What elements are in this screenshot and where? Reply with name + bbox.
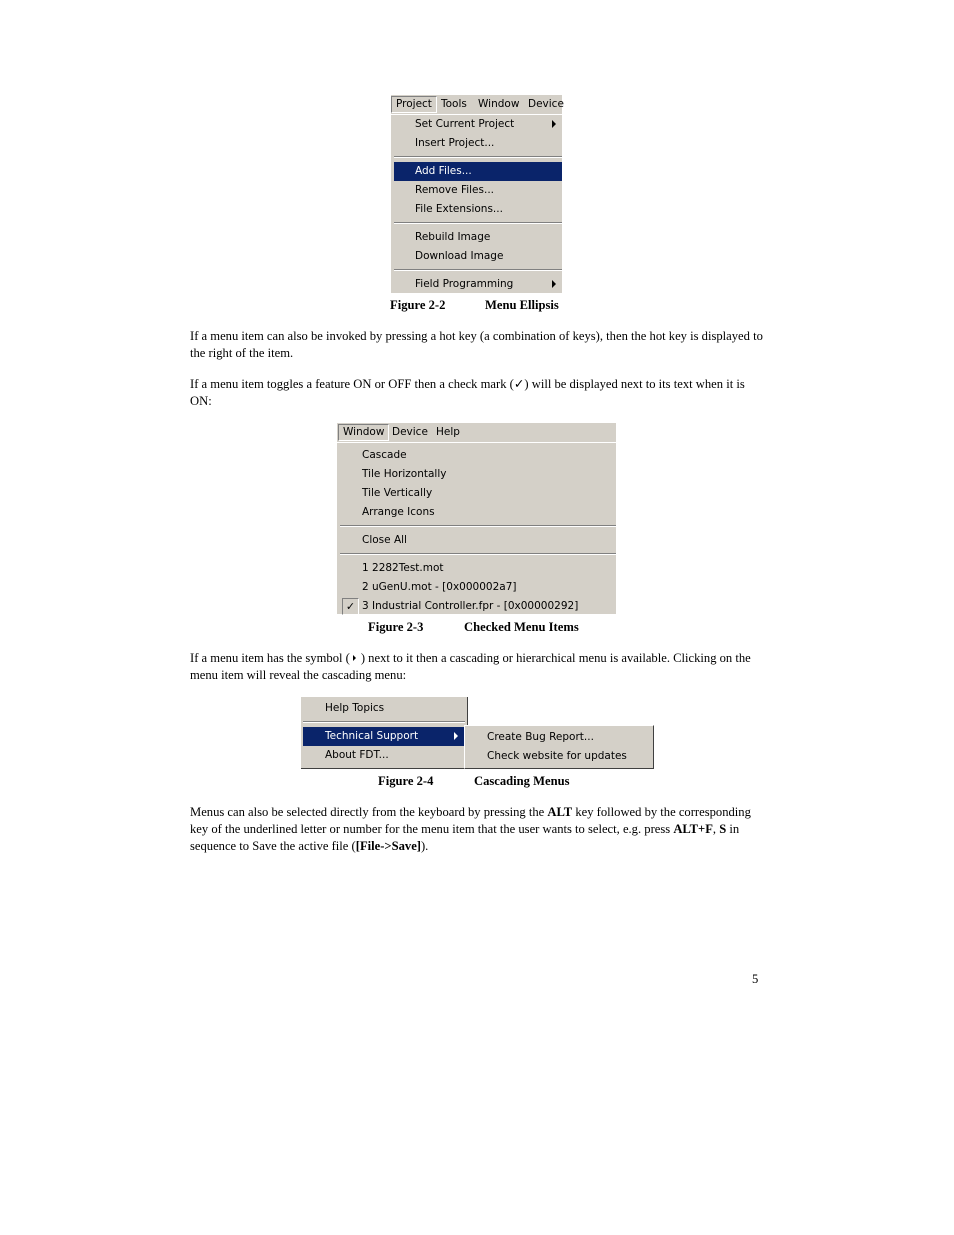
cascading-submenu xyxy=(464,725,654,769)
figure-menu-ellipsis xyxy=(391,95,562,293)
menubar-window[interactable]: Window xyxy=(338,424,389,441)
menu-item-arrange-icons[interactable] xyxy=(340,503,616,522)
menu-item-label: Create Bug Report... xyxy=(487,731,594,743)
paragraph-text: ). xyxy=(420,839,429,853)
menu-item-create-bug-report[interactable] xyxy=(467,728,651,747)
check-mark-icon: ✓ xyxy=(342,598,359,615)
menu-item-rebuild-image[interactable] xyxy=(394,228,562,247)
menu-item-tile-vertically[interactable] xyxy=(340,484,616,503)
paragraph-check-mark: If a menu item toggles a feature ON or OFF then a check mark (✓) will be displayed next to its text when it is ON: xyxy=(190,377,745,408)
menubar xyxy=(337,423,616,443)
menu-item-about-fdt[interactable] xyxy=(303,746,465,765)
menu-item-recent-file-1[interactable] xyxy=(340,559,616,578)
menu-item-label: Check website for updates xyxy=(487,750,627,762)
menubar-device[interactable]: Device xyxy=(528,98,564,110)
menu-item-label: 1 2282Test.mot xyxy=(362,562,444,574)
submenu-arrow-icon xyxy=(552,280,556,288)
paragraph-text: ) next to it then a cascading or hierarchical menu is available. Clicking on the menu item will reveal the cascading menu: xyxy=(190,651,751,682)
paragraph-hotkey: If a menu item can also be invoked by pressing a hot key (a combination of keys), then the hot key is displayed to the right of the item. xyxy=(190,329,763,360)
paragraph-cascading xyxy=(190,650,768,684)
figure-checked-menu xyxy=(337,423,616,614)
menu-item-add-files[interactable] xyxy=(394,162,562,181)
menu-item-label: Tile Horizontally xyxy=(362,468,447,480)
menu-item-label: Close All xyxy=(362,534,407,546)
menu-item-label: About FDT... xyxy=(325,749,389,761)
key-combo: ALT+F xyxy=(673,822,713,836)
menu-separator xyxy=(394,269,562,271)
menu-item-label: Add Files... xyxy=(415,165,472,177)
menubar-project[interactable]: Project xyxy=(391,96,437,113)
menu-item-file-extensions[interactable] xyxy=(394,200,562,219)
menu-separator xyxy=(340,553,616,555)
menu-item-set-current-project[interactable] xyxy=(394,115,562,134)
paragraph-text: , xyxy=(712,822,720,836)
menu-item-label: Set Current Project xyxy=(415,118,515,130)
menu-item-label: 3 Industrial Controller.fpr - [0x00000292] xyxy=(362,600,579,612)
menu-item-download-image[interactable] xyxy=(394,247,562,266)
menu-item-field-programming[interactable] xyxy=(394,275,562,294)
menubar-tools[interactable]: Tools xyxy=(441,98,467,110)
figure-caption xyxy=(378,774,570,789)
paragraph-text: in sequence to Save the active file ( xyxy=(190,822,740,853)
key-name: ALT xyxy=(547,805,573,819)
paragraph-keyboard xyxy=(190,804,768,855)
key-name: S xyxy=(719,822,727,836)
paragraph-text: If a menu item has the symbol ( xyxy=(190,651,350,665)
menu-item-label: Insert Project... xyxy=(415,137,495,149)
menubar-window[interactable]: Window xyxy=(478,98,520,110)
figure-cascading-menu xyxy=(301,697,468,769)
menu-item-recent-file-3[interactable] xyxy=(340,597,616,616)
menu-item-label: Help Topics xyxy=(325,702,385,714)
menu-item-label: Field Programming xyxy=(415,278,514,290)
caption-title: Menu Ellipsis xyxy=(485,298,559,312)
menu-item-insert-project[interactable] xyxy=(394,134,562,153)
menubar-help[interactable]: Help xyxy=(436,426,460,438)
submenu-arrow-icon xyxy=(454,732,458,740)
menu-separator xyxy=(394,156,562,158)
caption-number: Figure 2-4 xyxy=(378,774,434,788)
menu-item-label: Rebuild Image xyxy=(415,231,491,243)
menu-item-label: Download Image xyxy=(415,250,504,262)
menu-item-label: Tile Vertically xyxy=(362,487,433,499)
menu-separator xyxy=(340,525,616,527)
menu-item-help-topics[interactable] xyxy=(303,699,465,718)
menu-item-label: 2 uGenU.mot - [0x000002a7] xyxy=(362,581,517,593)
submenu-arrow-icon xyxy=(353,655,356,661)
paragraph-text: key followed by the corresponding key of the underlined letter or number for the menu item that the user wants to select, e.g. press xyxy=(190,805,751,836)
menu-item-label: Arrange Icons xyxy=(362,506,435,518)
menu-item-tile-horizontally[interactable] xyxy=(340,465,616,484)
caption-title: Cascading Menus xyxy=(474,774,570,788)
menu-item-close-all[interactable] xyxy=(340,531,616,550)
menu-item-label: Cascade xyxy=(362,449,407,461)
menubar-device[interactable]: Device xyxy=(392,426,428,438)
caption-title: Checked Menu Items xyxy=(464,620,579,634)
caption-number: Figure 2-2 xyxy=(390,298,446,312)
menu-item-remove-files[interactable] xyxy=(394,181,562,200)
figure-caption xyxy=(390,298,559,313)
menu-separator xyxy=(394,222,562,224)
page-number: 5 xyxy=(752,972,759,986)
menu-item-check-website[interactable] xyxy=(467,747,651,766)
menubar xyxy=(391,95,562,115)
menu-item-cascade[interactable] xyxy=(340,446,616,465)
figure-caption xyxy=(368,620,579,635)
menu-item-label: File Extensions... xyxy=(415,203,503,215)
menu-item-recent-file-2[interactable] xyxy=(340,578,616,597)
menu-separator xyxy=(303,721,465,723)
menu-item-label: Remove Files... xyxy=(415,184,495,196)
paragraph-text: Menus can also be selected directly from the keyboard by pressing the xyxy=(190,805,548,819)
menu-item-technical-support[interactable] xyxy=(303,727,465,746)
submenu-arrow-icon xyxy=(552,120,556,128)
menu-path: [File->Save] xyxy=(355,839,421,853)
menu-item-label: Technical Support xyxy=(325,730,419,742)
caption-number: Figure 2-3 xyxy=(368,620,424,634)
